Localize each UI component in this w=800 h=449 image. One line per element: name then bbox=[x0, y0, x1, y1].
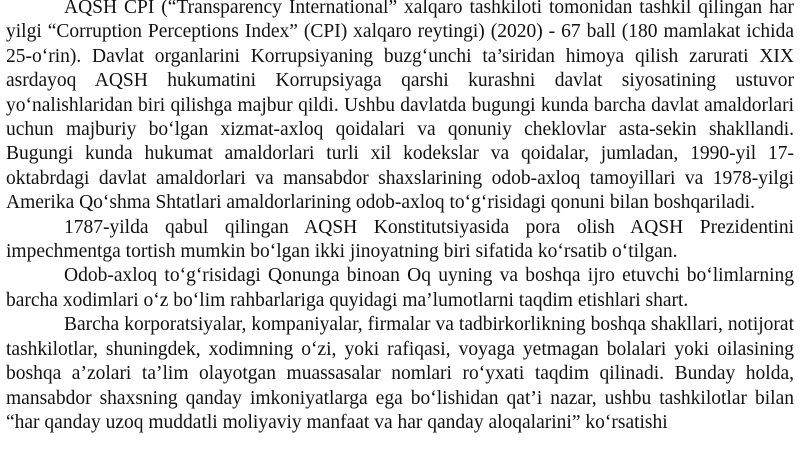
paragraph-cpi-rating: AQSH CPI (“Transparency International” xalqaro tashkiloti tomonidan tashkil qilingan har yilgi “Corruption Perceptions Index” (CPI) xalqaro reytingi) (2020) - 67 ball (180 mamlakat ichida 25-o‘rin). Davlat organlarini Korrupsiyaning buzg‘unchi ta’siridan himoya qilish zarurati XIX asrdayoq AQSH hukumatini Korrupsiyaga qarshi kurashni davlat siyosatining ustuvor yo‘nalishlaridan biri qilishga majbur qildi. Ushbu davlatda bugungi kunda barcha davlat amaldorlari uchun majburiy bo‘lgan xizmat-axloq qoidalari va qonuniy cheklovlar asta-sekin shakllandi. Bugungi kunda hukumat amaldorlari turli xil kodekslar va qoidalar, jumladan, 1990-yil 17-oktabrdagi davlat amaldorlari va mansabdor shaxslarining odob-axloq tamoyillari va 1978-yilgi Amerika Qo‘shma Shtatlari amaldorlarining odob-axloq to‘g‘risidagi qonuni bilan boshqariladi. bbox=[6, 0, 794, 214]
paragraph-constitution: 1787-yilda qabul qilingan AQSH Konstitutsiyasida pora olish AQSH Prezidentini impechmentga tortish mumkin bo‘lgan ikki jinoyatning biri sifatida ko‘rsatib o‘tilgan. bbox=[6, 216, 794, 263]
paragraph-ethics-law: Odob-axloq to‘g‘risidagi Qonunga binoan Oq uyning va boshqa ijro etuvchi bo‘limlarning barcha xodimlari o‘z bo‘lim rahbarlariga quyidagi ma’lumotlarni taqdim etishlari shart. bbox=[6, 265, 794, 311]
paragraph-organizations-list: Barcha korporatsiyalar, kompaniyalar, firmalar va tadbirkorlikning boshqa shakllari, notijorat tashkilotlar, shuningdek, xodimning o‘zi, yoki rafiqasi, voyaga yetmagan bolalari yoki oilasining boshqa a’zolari ta’lim olayotgan muassasalar nomlari ro‘yxati taqdim qilinadi. Bunday holda, mansabdor shaxsning qanday imkoniyatlarga ega bo‘lishidan qat’i nazar, ushbu tashkilotlar bilan “har qanday uzoq muddatli moliyaviy manfaat va har qanday aloqalarini” ko‘rsatishi bbox=[6, 314, 794, 433]
document-page bbox=[6, 0, 794, 435]
